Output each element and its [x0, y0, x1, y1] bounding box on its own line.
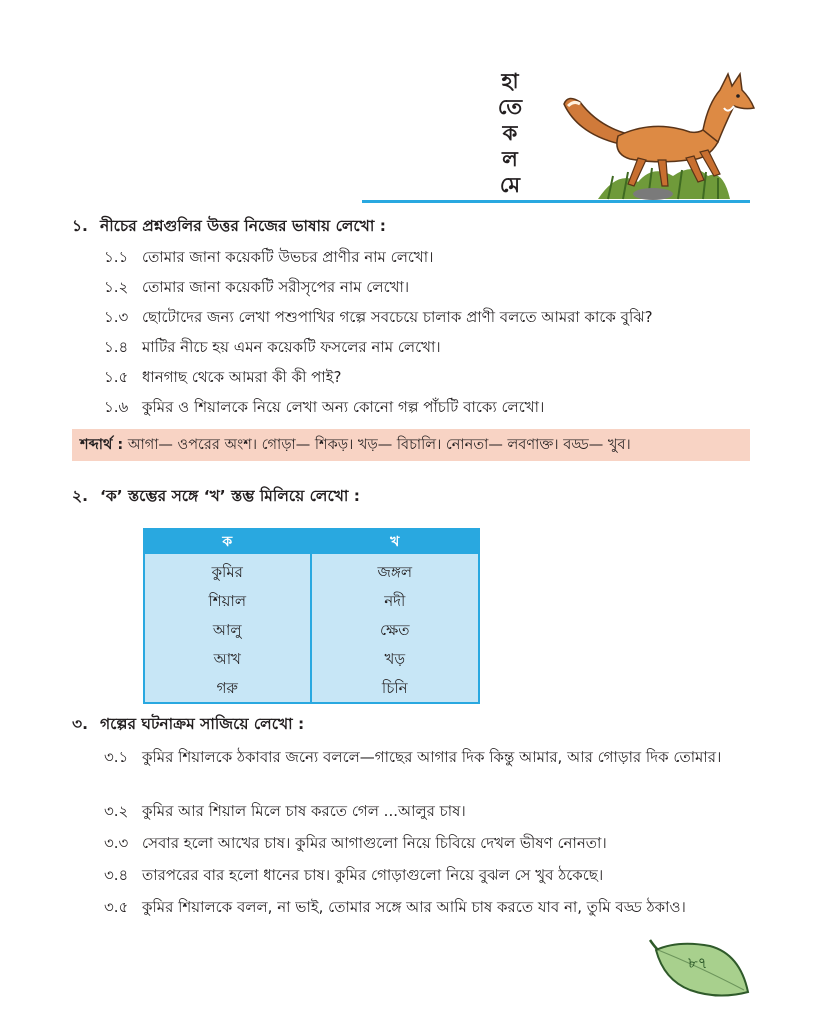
- sequence-item: [104, 894, 752, 926]
- question-number: ১.১: [104, 248, 129, 266]
- question-text: ধানগাছ থেকে আমরা কী কী পাই?: [142, 368, 342, 386]
- sequence-text: কুমির শিয়ালকে বলল, না ভাই, তোমার সঙ্গে আর আমি চাষ করতে যাব না, তুমি বড্ড ঠকাও।: [142, 898, 686, 916]
- sequence-text: কুমির আর শিয়াল মিলে চাষ করতে গেল ...আলুর চাষ।: [142, 802, 466, 820]
- sequence-number: ৩.৪: [104, 866, 129, 884]
- sequence-text: কুমির শিয়ালকে ঠকাবার জন্যে বললে—গাছের আগার দিক কিন্তু আমার, আর গোড়ার দিক তোমার।: [142, 748, 722, 766]
- sequence-item: [104, 862, 752, 894]
- section3-number: ৩.: [72, 715, 88, 733]
- fox-head: [703, 74, 754, 142]
- sequence-text: সেবার হলো আখের চাষ। কুমির আগাগুলো নিয়ে চিবিয়ে দেখল ভীষণ নোনতা।: [142, 834, 607, 852]
- question-item: [104, 332, 653, 362]
- section1-heading: [72, 214, 386, 240]
- question-number: ১.৪: [104, 338, 129, 356]
- title-letter: ল: [502, 147, 518, 171]
- section1-questions: [104, 242, 653, 422]
- question-text: মাটির নীচে হয় এমন কয়েকটি ফসলের নাম লেখো।: [142, 338, 441, 356]
- sequence-number: ৩.২: [104, 802, 129, 820]
- sequence-item: [104, 798, 752, 830]
- question-text: তোমার জানা কয়েকটি সরীসৃপের নাম লেখো।: [142, 278, 410, 296]
- page-number: ৮৭: [688, 954, 708, 972]
- question-item: [104, 302, 653, 332]
- column-b: [312, 530, 479, 702]
- section3-heading: [72, 712, 304, 738]
- table-cell: কুমির: [211, 563, 243, 581]
- sequence-number: ৩.১: [104, 748, 129, 766]
- question-text: ছোটোদের জন্য লেখা পশুপাখির গল্পে সবচেয়ে চালাক প্রাণী বলতে আমরা কাকে বুঝি?: [142, 308, 653, 326]
- section3-sequence: [104, 744, 752, 926]
- section2-number: ২.: [72, 487, 88, 505]
- title-letter: তে: [497, 95, 523, 119]
- rock-shape: [633, 188, 673, 200]
- title-letter: হা: [501, 69, 519, 93]
- table-cell: শিয়াল: [208, 592, 247, 610]
- section3-heading-text: গল্পের ঘটনাক্রম সাজিয়ে লেখো :: [100, 715, 305, 733]
- table-cell: আলু: [212, 621, 242, 639]
- table-cell: গরু: [216, 679, 238, 697]
- matching-table: [143, 528, 480, 704]
- column-b-header: খ: [312, 530, 479, 554]
- sequence-item: [104, 830, 752, 862]
- table-cell: চিনি: [381, 679, 408, 697]
- question-number: ১.৬: [104, 398, 129, 416]
- question-text: তোমার জানা কয়েকটি উভচর প্রাণীর নাম লেখো।: [142, 248, 434, 266]
- question-number: ১.৫: [104, 368, 129, 386]
- sequence-item: [104, 744, 752, 798]
- table-cell: জঙ্গল: [377, 563, 413, 581]
- header-divider: [362, 200, 750, 203]
- question-item: [104, 362, 653, 392]
- title-letter: মে: [499, 173, 521, 197]
- table-cell: খড়: [384, 650, 406, 668]
- section2-heading: [72, 484, 360, 510]
- table-cell: নদী: [384, 592, 406, 610]
- table-cell: আখ: [213, 650, 241, 668]
- sequence-number: ৩.৩: [104, 834, 129, 852]
- fox-illustration: [558, 64, 758, 204]
- sequence-text: তারপরের বার হলো ধানের চাষ। কুমির গোড়াগুলো নিয়ে বুঝল সে খুব ঠকেছে।: [142, 866, 604, 884]
- column-a: [145, 530, 312, 702]
- question-text: কুমির ও শিয়ালকে নিয়ে লেখা অন্য কোনো গল্প পাঁচটি বাক্যে লেখো।: [142, 398, 545, 416]
- section1-number: ১.: [72, 217, 88, 235]
- question-number: ১.২: [104, 278, 129, 296]
- glossary-box: [72, 429, 750, 461]
- section2-heading-text: ‘ক’ স্তম্ভের সঙ্গে ‘খ’ স্তম্ভ মিলিয়ে লেখো :: [100, 487, 360, 505]
- title-letter: ক: [502, 121, 518, 145]
- question-number: ১.৩: [104, 308, 129, 326]
- column-a-header: ক: [145, 530, 310, 554]
- question-item: [104, 272, 653, 302]
- sequence-number: ৩.৫: [104, 898, 129, 916]
- table-cell: ক্ষেত: [380, 621, 410, 639]
- glossary-label: শব্দার্থ :: [80, 437, 124, 453]
- question-item: [104, 242, 653, 272]
- glossary-text: আগা— ওপরের অংশ। গোড়া— শিকড়। খড়— বিচালি। নোনতা— লবণাক্ত। বড্ড— খুব।: [127, 437, 631, 453]
- question-item: [104, 392, 653, 422]
- vertical-title: [492, 68, 528, 198]
- section1-heading-text: নীচের প্রশ্নগুলির উত্তর নিজের ভাষায় লেখো :: [100, 217, 386, 235]
